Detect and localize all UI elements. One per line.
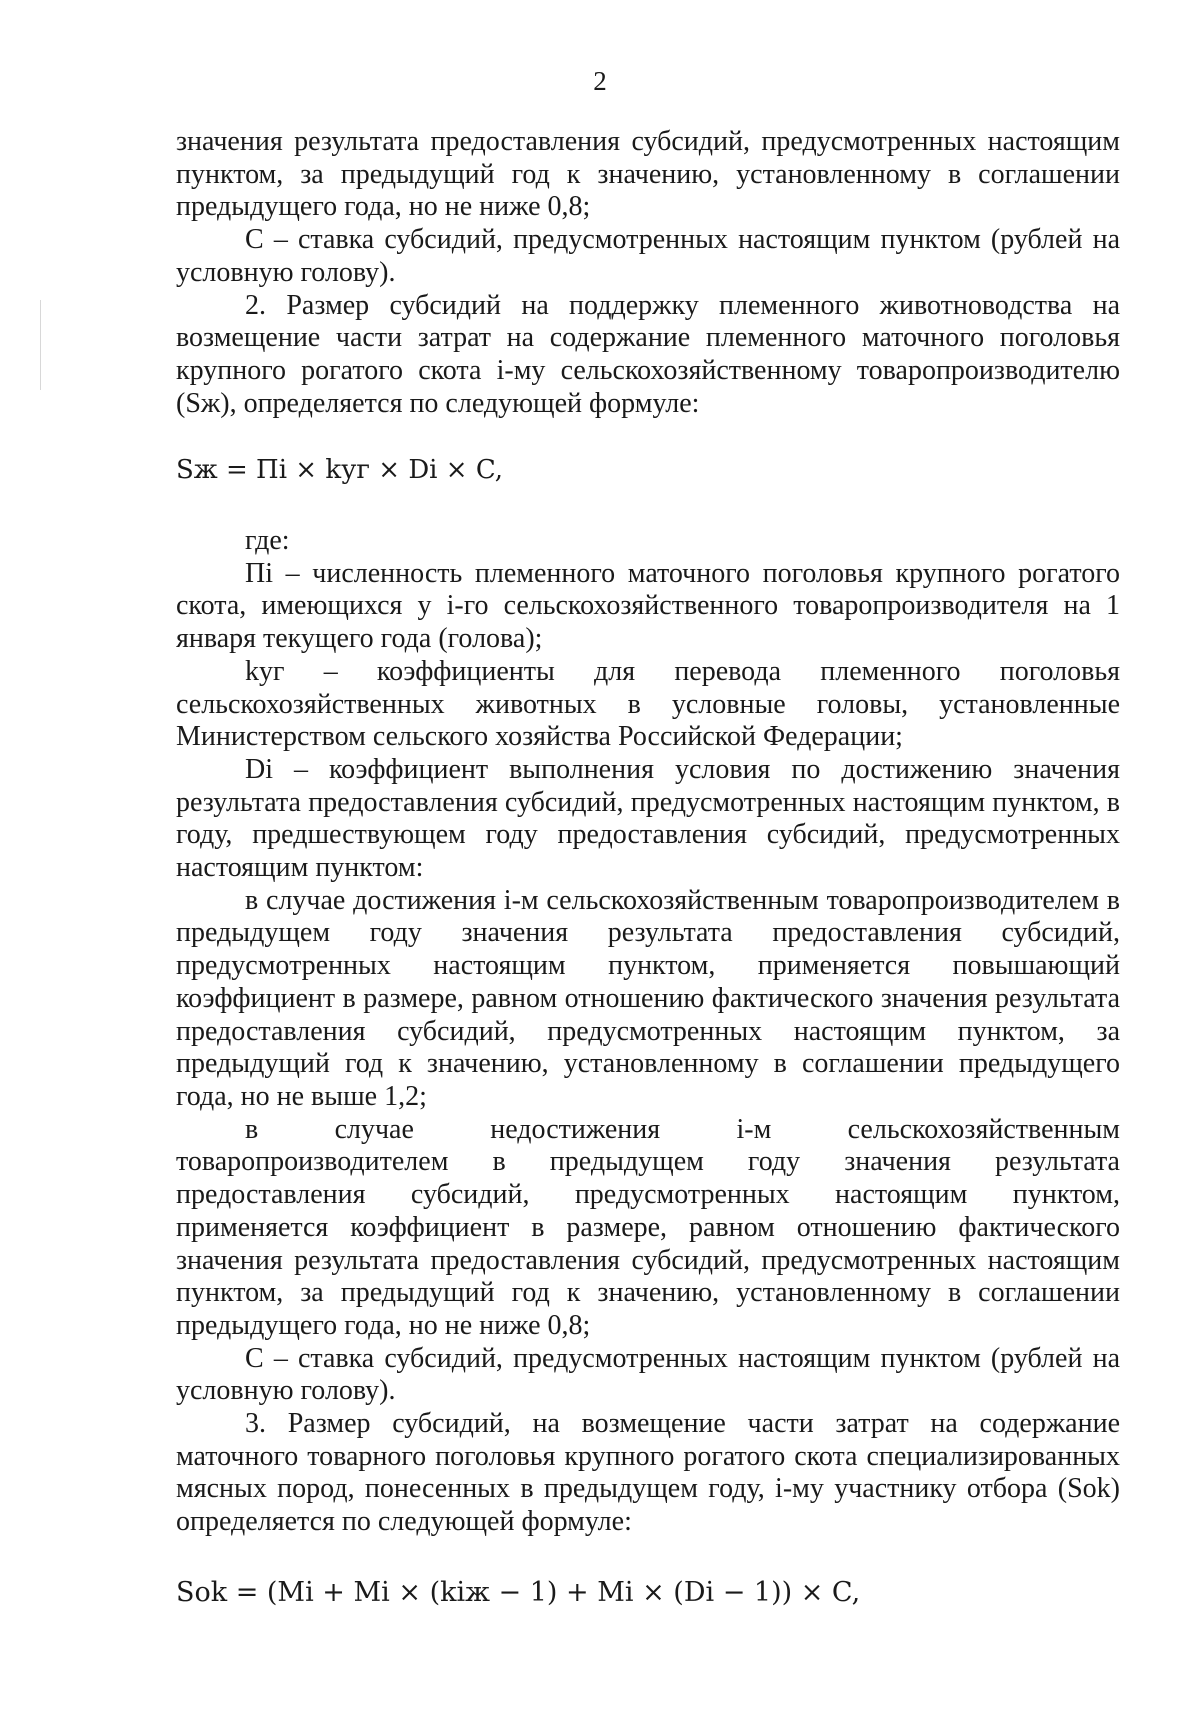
page-number: 2 xyxy=(593,66,607,96)
paragraph-achievement-case: в случае достижения i-м сельскохозяйственным товаропроизводителем в предыдущем году значения результата предоставления субсидий, предусмотренных настоящим пунктом, применяется повышающий коэффициент в размере, равном отношению фактического значения результата предоставления субсидий, предусмотренных настоящим пунктом, за предыдущий год к значению, установленному в соглашении предыдущего года, но не выше 1,2; xyxy=(176,884,1120,1112)
paragraph-rate-definition: С – ставка субсидий, предусмотренных настоящим пунктом (рублей на условную голову). xyxy=(176,224,1120,288)
paragraph-rate-definition-2: С – ставка субсидий, предусмотренных настоящим пунктом (рублей на условную голову). xyxy=(176,1342,1120,1407)
where-label: где: xyxy=(245,525,290,557)
paragraph-item-3: 3. Размер субсидий, на возмещение части затрат на содержание маточного товарного поголовья крупного рогатого скота специализированных мясных пород, понесенных в предыдущем году, i-му участнику отбора (Sok) определяется по следующей формуле: xyxy=(176,1408,1120,1538)
paragraph-continuation: значения результата предоставления субсидий, предусмотренных настоящим пунктом, за предыдущий год к значению, установленному в соглашении предыдущего года, но не ниже 0,8; xyxy=(176,126,1120,223)
paragraph-item-2: 2. Размер субсидий на поддержку племенного животноводства на возмещение части затрат на содержание племенного маточного поголовья крупного рогатого скота i-му сельскохозяйственному товаропроизводителю (Sж), определяется по следующей формуле: xyxy=(176,289,1120,419)
document-body xyxy=(176,126,1120,1610)
paragraph-def-di: Di – коэффициент выполнения условия по достижению значения результата предоставления субсидий, предусмотренных настоящим пунктом, в году, предшествующем году предоставления субсидий, предусмотренных настоящим пунктом: xyxy=(176,753,1120,884)
scan-artifact-line xyxy=(40,300,41,390)
paragraph-def-pi: Пi – численность племенного маточного поголовья крупного рогатого скота, имеющихся у i-го сельскохозяйственного товаропроизводителя на 1 января текущего года (голова); xyxy=(176,557,1120,655)
paragraph-def-kug: kуг – коэффициенты для перевода племенного поголовья сельскохозяйственных животных в условные головы, установленные Министерством сельского хозяйства Российской Федерации; xyxy=(176,655,1120,753)
paragraph-non-achievement-case: в случае недостижения i-м сельскохозяйственным товаропроизводителем в предыдущем году значения результата предоставления субсидий, предусмотренных настоящим пунктом, применяется коэффициент в размере, равном отношению фактического значения результата предоставления субсидий, предусмотренных настоящим пунктом, за предыдущий год к значению, установленному в соглашении предыдущего года, но не ниже 0,8; xyxy=(176,1113,1120,1341)
formula-s-ok: Sok = (Mi + Mi × (kiж − 1) + Mi × (Di − 1)) × C, xyxy=(176,1576,861,1608)
formula-s-zh: Sж = Пi × kуг × Di × C, xyxy=(176,455,504,486)
